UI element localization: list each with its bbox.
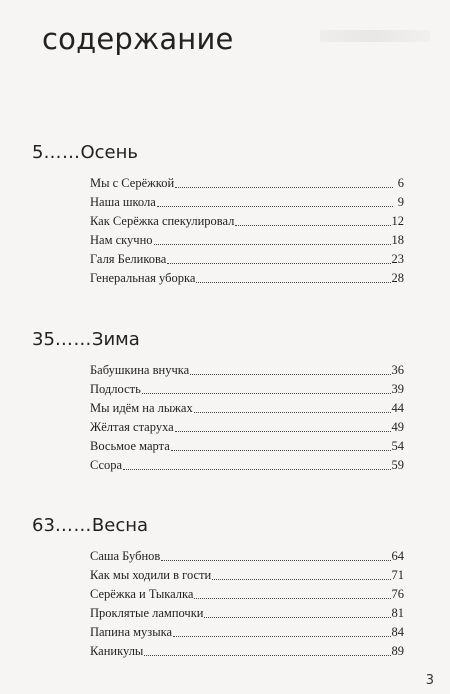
toc-entry-page: 12: [391, 214, 404, 228]
leader-dots: [196, 281, 390, 283]
toc-entry-page: 59: [391, 458, 404, 472]
leader-dots: [175, 430, 391, 432]
toc-entry[interactable]: [90, 399, 404, 418]
section-heading[interactable]: [32, 327, 404, 353]
toc-entry[interactable]: [90, 250, 404, 269]
toc-entry-page: 89: [391, 644, 404, 658]
leader-dots: [173, 635, 390, 637]
toc-entry-page: 49: [391, 420, 404, 434]
toc-list: [90, 361, 404, 475]
section-name: Осень: [80, 142, 138, 163]
toc-entry[interactable]: [90, 380, 404, 399]
toc-entry-label: Ссора: [90, 458, 123, 472]
toc-entry-label: Жёлтая старуха: [90, 420, 174, 434]
toc-entry-page: 23: [391, 252, 404, 266]
section-heading[interactable]: [32, 513, 404, 539]
toc-entry[interactable]: [90, 642, 404, 661]
toc-entry-page: 76: [391, 587, 404, 601]
toc-entry-label: Генеральная уборка: [90, 271, 196, 285]
toc-entry[interactable]: [90, 623, 404, 642]
toc-entry[interactable]: [90, 269, 404, 288]
leader-dots: [194, 411, 391, 413]
section-heading[interactable]: [32, 140, 404, 166]
leader-dots: [142, 392, 391, 394]
toc-entry[interactable]: [90, 174, 404, 193]
leader-dots: [212, 578, 390, 580]
toc-entry[interactable]: [90, 585, 404, 604]
bleed-through-mark: [320, 30, 430, 42]
section-autumn: [32, 140, 404, 285]
toc-entry-page: 18: [391, 233, 404, 247]
toc-entry-label: Как Серёжка спекулировал: [90, 214, 235, 228]
toc-entry[interactable]: [90, 212, 404, 231]
section-page: 35: [32, 329, 55, 350]
toc-entry[interactable]: [90, 437, 404, 456]
leader-dots: [154, 243, 391, 245]
toc-entry-label: Бабушкина внучка: [90, 363, 190, 377]
toc-list: [90, 547, 404, 661]
toc-entry-label: Папина музыка: [90, 625, 173, 639]
section-dots: ……: [54, 329, 92, 350]
page-number: 3: [425, 673, 434, 688]
toc-entry-page: 84: [391, 625, 404, 639]
toc-entry-page: 9: [397, 195, 404, 209]
toc-entry[interactable]: [90, 361, 404, 380]
toc-entry[interactable]: [90, 231, 404, 250]
leader-dots: [175, 186, 393, 188]
leader-dots: [157, 205, 393, 207]
toc-entry-label: Проклятые лампочки: [90, 606, 204, 620]
toc-entry-page: 6: [397, 176, 404, 190]
toc-entry-page: 64: [391, 549, 404, 563]
leader-dots: [235, 224, 390, 226]
toc-list: [90, 174, 404, 288]
section-dots: ……: [43, 142, 81, 163]
section-spring: [32, 513, 404, 658]
toc-entry[interactable]: [90, 456, 404, 475]
toc-entry-label: Галя Беликова: [90, 252, 167, 266]
leader-dots: [204, 616, 390, 618]
toc-entry[interactable]: [90, 193, 404, 212]
toc-entry-label: Мы идём на лыжах: [90, 401, 193, 415]
toc-entry-label: Как мы ходили в гости: [90, 568, 212, 582]
toc-entry-page: 39: [391, 382, 404, 396]
leader-dots: [123, 468, 390, 470]
toc-entry-label: Каникулы: [90, 644, 144, 658]
section-dots: ……: [54, 515, 92, 536]
toc-entry[interactable]: [90, 418, 404, 437]
page-title: содержание: [42, 22, 234, 56]
toc-entry-page: 81: [391, 606, 404, 620]
toc-entry-label: Подлость: [90, 382, 141, 396]
section-name: Весна: [91, 515, 149, 536]
toc-entry-label: Восьмое марта: [90, 439, 170, 453]
section-page: 63: [32, 515, 55, 536]
toc-entry-label: Саша Бубнов: [90, 549, 161, 563]
toc-entry-page: 54: [391, 439, 404, 453]
toc-entry-label: Наша школа: [90, 195, 156, 209]
toc-entry-page: 44: [391, 401, 404, 415]
toc-entry-page: 36: [391, 363, 404, 377]
leader-dots: [167, 262, 390, 264]
section-winter: [32, 327, 404, 472]
toc-entry-label: Серёжка и Тыкалка: [90, 587, 194, 601]
section-name: Зима: [91, 329, 140, 350]
toc-entry[interactable]: [90, 566, 404, 585]
leader-dots: [194, 597, 390, 599]
leader-dots: [190, 373, 390, 375]
section-page: 5: [32, 142, 44, 163]
leader-dots: [171, 449, 391, 451]
toc-entry-label: Нам скучно: [90, 233, 153, 247]
toc-entry[interactable]: [90, 604, 404, 623]
toc-entry-page: 71: [391, 568, 404, 582]
leader-dots: [161, 559, 390, 561]
toc-entry-label: Мы с Серёжкой: [90, 176, 175, 190]
leader-dots: [144, 654, 390, 656]
toc-entry-page: 28: [391, 271, 404, 285]
toc-entry[interactable]: [90, 547, 404, 566]
